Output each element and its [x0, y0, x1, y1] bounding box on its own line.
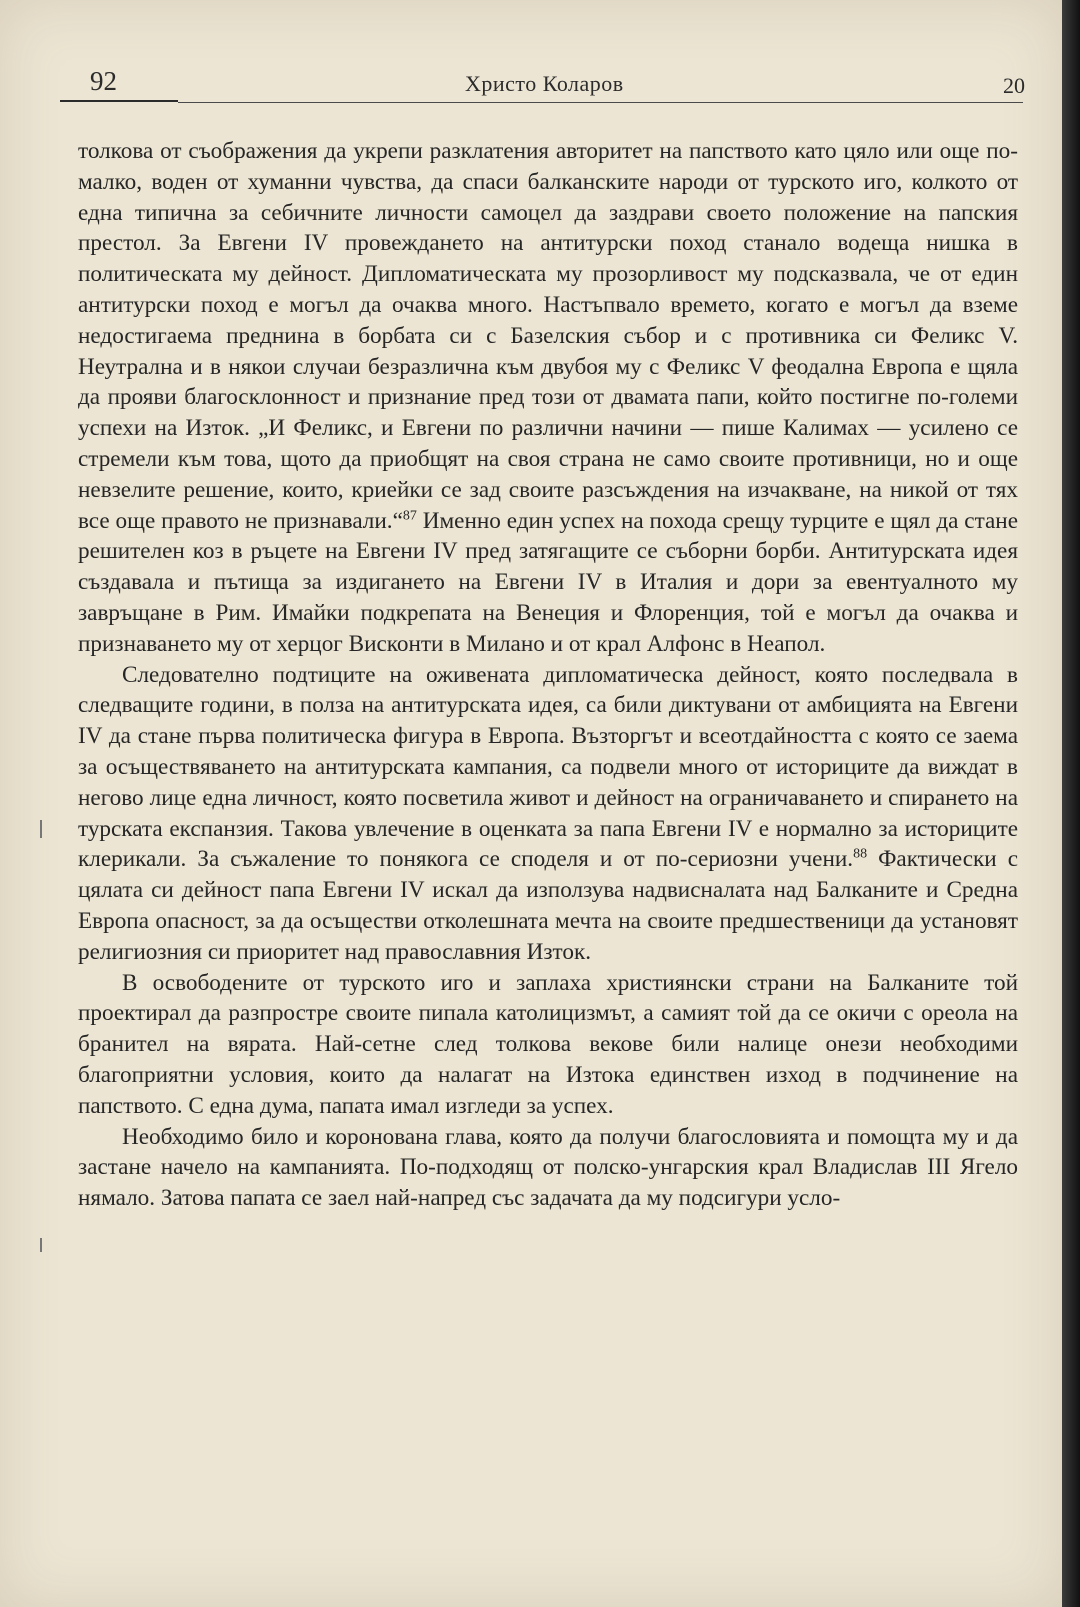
paragraph-text: Следователно подтиците на оживената дипломатическа дейност, която последвала в следващите години, в полза на антитурската идея, са били диктувани от амбицията на Евгени IV да стане първа политическа фигура в Европа. Възторгът и всеотдайността с която се заема за осъществяването на антитурската кампания, са подвели много от историците да виждат в негово лице една личност, която посветила живот и дейност на ограничаването и спирането на турската експанзия. Такова увлечение в оценката за папа Евгени IV е нормално за историците клерикали. За съжаление то понякога се споделя и от по-сериозни учени. [78, 661, 1018, 873]
footnote-reference: 88 [853, 846, 868, 862]
body-text [78, 136, 1018, 1214]
page-header [60, 60, 1025, 104]
paragraph [78, 136, 1018, 660]
header-rule-thick [60, 100, 178, 102]
paragraph-text: Необходимо било и коронована глава, която да получи благословията и помощта му и да застане начело на кампанията. По-подходящ от полско-унгарския крал Владислав III Ягело нямало. Затова папата се заел най-напред със задачата да му подсигури усло- [78, 1123, 1018, 1212]
book-spine-edge [1062, 0, 1080, 1607]
signature-mark: 20 [1003, 73, 1025, 98]
footnote-reference: 87 [402, 507, 417, 523]
paragraph-text: толкова от съображения да укрепи разклатения авторитет на папството като цяло или още по-малко, воден от хуманни чувства, да спаси балканските народи от турското иго, колкото от една типична за себичните личности самоцел да заздрави своето положение на папския престол. За Евгени IV провеждането на антитурски поход станало водеща нишка в политическата му дейност. Дипломатическата му прозорливост му подсказвала, че от един антитурски поход е могъл да очаква много. Настъпвало времето, когато е могъл да вземе недостигаема преднина в борбата си с Базелския събор и с противника си Феликс V. Неутрална и в някои случаи безразлична към двубоя му с Феликс V феодална Европа е щяла да прояви благосклонност и признание пред този от двамата папи, който постигне по-големи успехи на Изток. „И Феликс, и Евгени по различни начини — пише Калимах — усилено се стремели към това, щото да приобщят на своя страна не само своите противници, но и още невзелите решение, които, криейки се зад своите разсъждения на изчакване, на никой от тях все още правото не признавали.“ [78, 138, 1018, 534]
paragraph-text: В освободените от турското иго и заплаха християнски страни на Балканите той проектирал да разпростре своите пипала католицизмът, а самият той да се окичи с ореола на бранител на вярата. Най-сетне след толкова векове били налице онези необходими благоприятни условия, които да налагат на Изтока единствен изход в подчинение на папството. С една дума, папата имал изгледи за успех. [78, 969, 1018, 1119]
margin-pencil-mark [40, 1238, 42, 1252]
paragraph [78, 968, 1018, 1122]
paragraph-text-continued: Фактически с цялата си дейност папа Евгени IV искал да използува надвисналата над Балканите и Средна Европа опасност, за да осъществи отколешната мечта на своите предшественици да установят религиозния си приоритет над православния Изток. [78, 846, 1019, 965]
paragraph [78, 660, 1018, 968]
margin-pencil-mark [40, 820, 42, 838]
running-head-author: Христо Коларов [465, 71, 624, 96]
page-number: 92 [90, 66, 117, 96]
header-rule-thin [178, 102, 1023, 103]
paragraph-text-continued: Именно един успех на похода срещу турците е щял да стане решителен коз в ръцете на Евгени IV пред затягащите се съборни борби. Антитурската идея създавала и пътища за издигането на Евгени IV в Италия и дори за евентуалното му завръщане в Рим. Имайки подкрепата на Венеция и Флоренция, той е могъл да очаква и признаването му от херцог Висконти в Милано и от крал Алфонс в Неапол. [78, 507, 1018, 657]
paragraph [78, 1122, 1018, 1214]
